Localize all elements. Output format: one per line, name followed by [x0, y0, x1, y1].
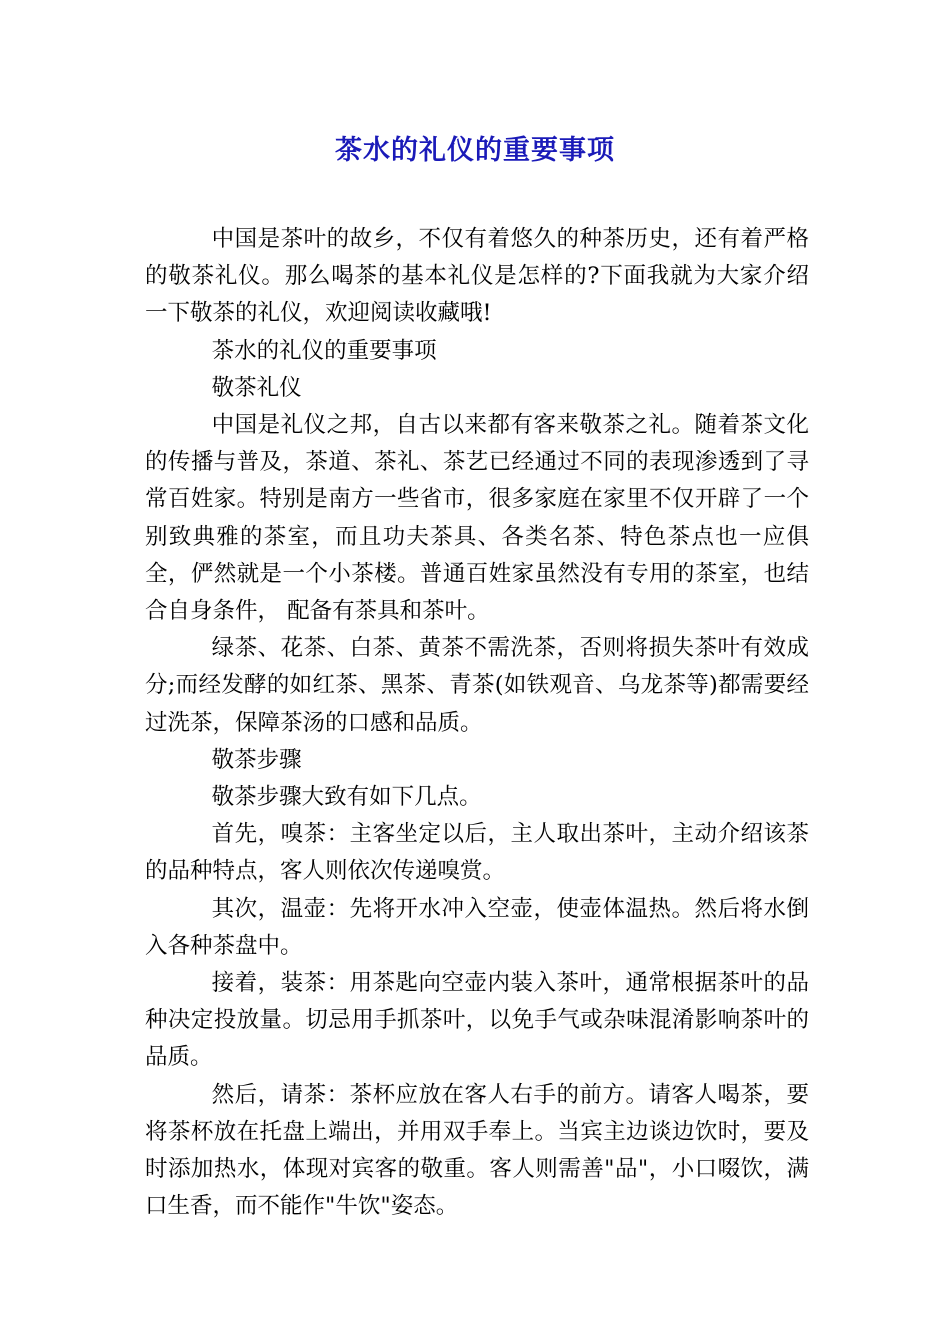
paragraph-steps-intro: 敬茶步骤大致有如下几点。: [211, 784, 482, 811]
paragraph-tea-washing: 绿茶、花茶、白茶、黄茶不需洗茶，否则将损失茶叶有效成分;而经发酵的如红茶、黑茶、青茶(如铁观音、乌龙茶等)都需要经过洗茶，保障茶汤的口感和品质。: [145, 635, 809, 736]
section-heading-serving-steps: 敬茶步骤: [211, 746, 302, 773]
section-heading-etiquette-items: 茶水的礼仪的重要事项: [211, 337, 437, 364]
paragraph-intro: 中国是茶叶的故乡，不仅有着悠久的种茶历史，还有着严格的敬茶礼仪。那么喝茶的基本礼仪是怎样的?下面我就为大家介绍一下敬茶的礼仪，欢迎阅读收藏哦!: [145, 226, 809, 327]
paragraph-etiquette-culture: 中国是礼仪之邦，自古以来都有客来敬茶之礼。随着茶文化的传播与普及，茶道、茶礼、茶艺已经通过不同的表现渗透到了寻常百姓家。特别是南方一些省市，很多家庭在家里不仅开辟了一个别致典雅的茶室，而且功夫茶具、各类名茶、特色茶点也一应俱全，俨然就是一个小茶楼。普通百姓家虽然没有专用的茶室，也结合自身条件， 配备有茶具和茶叶。: [145, 412, 809, 625]
paragraph-step-warm-pot: 其次，温壶：先将开水冲入空壶，使壶体温热。然后将水倒入各种茶盘中。: [145, 895, 809, 959]
paragraph-step-load-tea: 接着，装茶：用茶匙向空壶内装入茶叶，通常根据茶叶的品种决定投放量。切忌用手抓茶叶，以免手气或杂味混淆影响茶叶的品质。: [145, 970, 809, 1071]
paragraph-step-smell: 首先，嗅茶：主客坐定以后，主人取出茶叶，主动介绍该茶的品种特点，客人则依次传递嗅赏。: [145, 821, 809, 885]
section-heading-tea-serving-etiquette: 敬茶礼仪: [211, 374, 302, 401]
paragraph-step-serve-tea: 然后，请茶：茶杯应放在客人右手的前方。请客人喝茶，要将茶杯放在托盘上端出，并用双手奉上。当宾主边谈边饮时，要及时添加热水，体现对宾客的敬重。客人则需善"品"，小口啜饮，满口生香，而不能作"牛饮"姿态。: [145, 1081, 809, 1220]
document-title: 茶水的礼仪的重要事项: [335, 135, 615, 166]
document-body: [145, 221, 809, 1225]
